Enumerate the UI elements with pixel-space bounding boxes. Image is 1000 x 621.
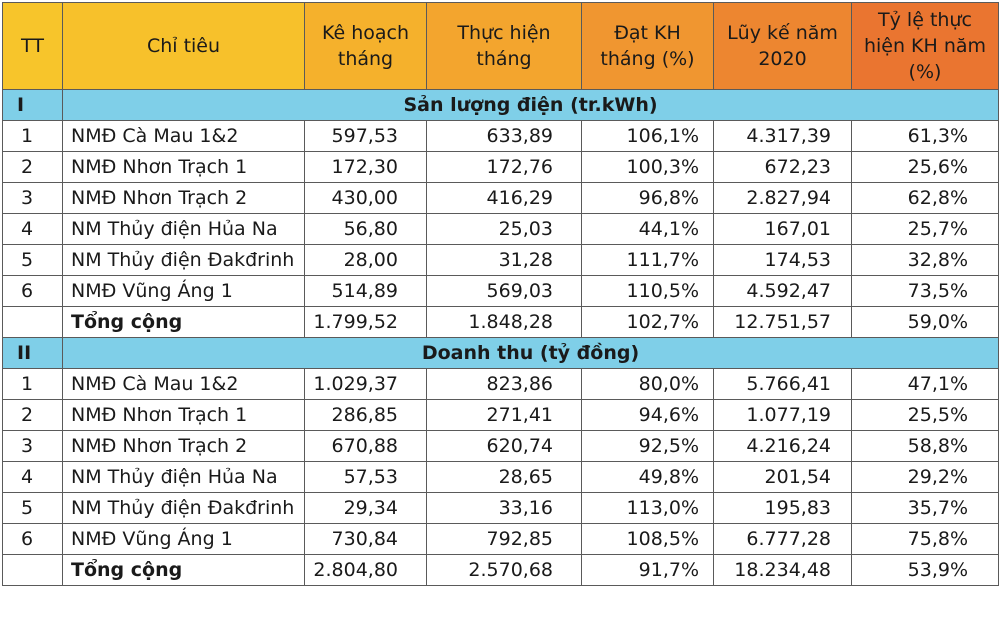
cell-plan-month: 1.029,37: [305, 369, 427, 400]
cell-pct-month: 106,1%: [582, 121, 714, 152]
cell-actual-month: 271,41: [427, 400, 582, 431]
cell-tt: 1: [3, 369, 63, 400]
cell-pct-year: 53,9%: [852, 555, 999, 586]
cell-ytd: 201,54: [714, 462, 852, 493]
cell-actual-month: 792,85: [427, 524, 582, 555]
table-header: [3, 3, 999, 90]
cell-plan-month: 514,89: [305, 276, 427, 307]
cell-pct-year: 75,8%: [852, 524, 999, 555]
header-pct-month: Đạt KH tháng (%): [582, 3, 714, 90]
cell-plan-month: 670,88: [305, 431, 427, 462]
cell-actual-month: 633,89: [427, 121, 582, 152]
cell-plan-month: 28,00: [305, 245, 427, 276]
table-row: [3, 245, 999, 276]
cell-indicator: NM Thủy điện Đakđrinh: [63, 493, 305, 524]
cell-plan-month: 430,00: [305, 183, 427, 214]
cell-pct-year: 25,6%: [852, 152, 999, 183]
cell-pct-month: 92,5%: [582, 431, 714, 462]
cell-tt: [3, 555, 63, 586]
cell-tt: 6: [3, 276, 63, 307]
cell-ytd: 672,23: [714, 152, 852, 183]
cell-ytd: 6.777,28: [714, 524, 852, 555]
table-row: [3, 462, 999, 493]
header-indicator: Chỉ tiêu: [63, 3, 305, 90]
cell-tt: 4: [3, 462, 63, 493]
cell-ytd: 174,53: [714, 245, 852, 276]
cell-actual-month: 2.570,68: [427, 555, 582, 586]
section-title: Doanh thu (tỷ đồng): [63, 338, 999, 369]
section-header-row: [3, 90, 999, 121]
cell-tt: 5: [3, 245, 63, 276]
cell-pct-month: 113,0%: [582, 493, 714, 524]
cell-ytd: 4.317,39: [714, 121, 852, 152]
cell-indicator: Tổng cộng: [63, 555, 305, 586]
table-body: [3, 90, 999, 586]
cell-pct-year: 59,0%: [852, 307, 999, 338]
cell-pct-year: 35,7%: [852, 493, 999, 524]
section-number: I: [3, 90, 63, 121]
cell-pct-month: 44,1%: [582, 214, 714, 245]
cell-indicator: NMĐ Nhơn Trạch 2: [63, 183, 305, 214]
table-row: [3, 183, 999, 214]
cell-pct-year: 62,8%: [852, 183, 999, 214]
cell-actual-month: 172,76: [427, 152, 582, 183]
cell-ytd: 2.827,94: [714, 183, 852, 214]
cell-ytd: 12.751,57: [714, 307, 852, 338]
cell-ytd: 4.216,24: [714, 431, 852, 462]
cell-pct-year: 73,5%: [852, 276, 999, 307]
cell-plan-month: 57,53: [305, 462, 427, 493]
table-row: [3, 121, 999, 152]
cell-actual-month: 416,29: [427, 183, 582, 214]
cell-pct-month: 94,6%: [582, 400, 714, 431]
cell-ytd: 1.077,19: [714, 400, 852, 431]
cell-pct-month: 100,3%: [582, 152, 714, 183]
cell-ytd: 18.234,48: [714, 555, 852, 586]
cell-indicator: NM Thủy điện Đakđrinh: [63, 245, 305, 276]
total-row: [3, 307, 999, 338]
cell-indicator: NMĐ Vũng Áng 1: [63, 276, 305, 307]
table-row: [3, 276, 999, 307]
cell-indicator: NMĐ Cà Mau 1&2: [63, 121, 305, 152]
header-tt: TT: [3, 3, 63, 90]
header-ytd: Lũy kế năm 2020: [714, 3, 852, 90]
cell-tt: [3, 307, 63, 338]
header-plan-month: Kê hoạch tháng: [305, 3, 427, 90]
table-row: [3, 431, 999, 462]
cell-pct-year: 47,1%: [852, 369, 999, 400]
cell-pct-month: 111,7%: [582, 245, 714, 276]
header-pct-year: Tỷ lệ thực hiện KH năm (%): [852, 3, 999, 90]
table-row: [3, 493, 999, 524]
cell-plan-month: 2.804,80: [305, 555, 427, 586]
cell-indicator: NMĐ Nhơn Trạch 1: [63, 152, 305, 183]
cell-ytd: 5.766,41: [714, 369, 852, 400]
table-row: [3, 369, 999, 400]
section-number: II: [3, 338, 63, 369]
table-row: [3, 400, 999, 431]
data-table: [2, 2, 999, 586]
section-header-row: [3, 338, 999, 369]
cell-tt: 1: [3, 121, 63, 152]
cell-indicator: NM Thủy điện Hủa Na: [63, 462, 305, 493]
cell-ytd: 4.592,47: [714, 276, 852, 307]
cell-indicator: NMĐ Nhơn Trạch 2: [63, 431, 305, 462]
cell-indicator: NMĐ Nhơn Trạch 1: [63, 400, 305, 431]
cell-plan-month: 56,80: [305, 214, 427, 245]
section-title: Sản lượng điện (tr.kWh): [63, 90, 999, 121]
header-row: [3, 3, 999, 90]
cell-plan-month: 29,34: [305, 493, 427, 524]
cell-tt: 2: [3, 400, 63, 431]
cell-pct-month: 96,8%: [582, 183, 714, 214]
cell-pct-year: 32,8%: [852, 245, 999, 276]
cell-indicator: NMĐ Vũng Áng 1: [63, 524, 305, 555]
cell-pct-month: 91,7%: [582, 555, 714, 586]
table-row: [3, 214, 999, 245]
cell-actual-month: 25,03: [427, 214, 582, 245]
cell-plan-month: 286,85: [305, 400, 427, 431]
cell-pct-month: 102,7%: [582, 307, 714, 338]
cell-actual-month: 1.848,28: [427, 307, 582, 338]
cell-actual-month: 569,03: [427, 276, 582, 307]
table-row: [3, 152, 999, 183]
cell-ytd: 195,83: [714, 493, 852, 524]
cell-tt: 6: [3, 524, 63, 555]
cell-actual-month: 31,28: [427, 245, 582, 276]
cell-pct-year: 29,2%: [852, 462, 999, 493]
cell-actual-month: 33,16: [427, 493, 582, 524]
cell-actual-month: 823,86: [427, 369, 582, 400]
cell-pct-year: 61,3%: [852, 121, 999, 152]
table-row: [3, 524, 999, 555]
cell-pct-year: 25,7%: [852, 214, 999, 245]
cell-pct-month: 110,5%: [582, 276, 714, 307]
total-row: [3, 555, 999, 586]
cell-actual-month: 620,74: [427, 431, 582, 462]
cell-plan-month: 172,30: [305, 152, 427, 183]
header-actual-month: Thực hiện tháng: [427, 3, 582, 90]
cell-actual-month: 28,65: [427, 462, 582, 493]
cell-tt: 3: [3, 431, 63, 462]
cell-tt: 5: [3, 493, 63, 524]
cell-pct-year: 58,8%: [852, 431, 999, 462]
cell-plan-month: 1.799,52: [305, 307, 427, 338]
cell-tt: 3: [3, 183, 63, 214]
cell-tt: 2: [3, 152, 63, 183]
cell-pct-month: 108,5%: [582, 524, 714, 555]
cell-ytd: 167,01: [714, 214, 852, 245]
cell-plan-month: 597,53: [305, 121, 427, 152]
cell-tt: 4: [3, 214, 63, 245]
cell-indicator: Tổng cộng: [63, 307, 305, 338]
cell-pct-year: 25,5%: [852, 400, 999, 431]
cell-plan-month: 730,84: [305, 524, 427, 555]
cell-indicator: NM Thủy điện Hủa Na: [63, 214, 305, 245]
cell-pct-month: 80,0%: [582, 369, 714, 400]
cell-pct-month: 49,8%: [582, 462, 714, 493]
cell-indicator: NMĐ Cà Mau 1&2: [63, 369, 305, 400]
